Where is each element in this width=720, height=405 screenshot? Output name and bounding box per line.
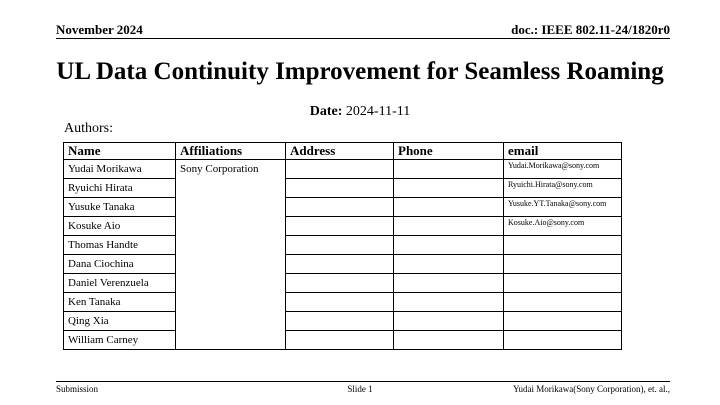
author-phone [394,331,504,350]
footer-slide-number: Slide 1 [347,384,373,394]
footer-author: Yudai Morikawa(Sony Corporation), et. al., [513,384,670,394]
author-address [286,312,394,331]
column-header-affiliations: Affiliations [176,143,286,160]
footer-submission: Submission [56,384,99,394]
author-phone [394,236,504,255]
author-name: Dana Ciochina [64,255,176,274]
author-address [286,198,394,217]
author-name: Yusuke Tanaka [64,198,176,217]
author-address [286,293,394,312]
table-row [64,293,622,312]
column-header-phone: Phone [394,143,504,160]
column-header-email: email [504,143,622,160]
table-row [64,274,622,293]
author-email: Yudai.Morikawa@sony.com [504,160,622,179]
author-email [504,293,622,312]
author-phone [394,179,504,198]
author-name: Daniel Verenzuela [64,274,176,293]
author-name: William Carney [64,331,176,350]
table-row [64,312,622,331]
author-name: Ken Tanaka [64,293,176,312]
authors-label: Authors: [64,121,113,136]
table-row [64,331,622,350]
author-name: Qing Xia [64,312,176,331]
authors-table [63,142,622,350]
column-header-address: Address [286,143,394,160]
table-row [64,236,622,255]
author-name: Kosuke Aio [64,217,176,236]
table-row [64,179,622,198]
author-email: Kosuke.Aio@sony.com [504,217,622,236]
author-name: Ryuichi Hirata [64,179,176,198]
author-email [504,255,622,274]
table-row [64,217,622,236]
footer-divider [56,381,670,382]
author-address [286,236,394,255]
author-address [286,274,394,293]
date-value: 2024-11-11 [345,104,411,119]
author-email: Yusuke.YT.Tanaka@sony.com [504,198,622,217]
author-email [504,236,622,255]
author-affiliation: Sony Corporation [176,160,286,350]
author-phone [394,293,504,312]
author-address [286,331,394,350]
author-phone [394,217,504,236]
author-phone [394,255,504,274]
date-label: Date: [309,104,343,119]
table-header-row [64,143,622,160]
author-email: Ryuichi.Hirata@sony.com [504,179,622,198]
column-header-name: Name [64,143,176,160]
table-row [64,198,622,217]
author-address [286,255,394,274]
header-doc-id: doc.: IEEE 802.11-24/1820r0 [511,22,670,37]
author-address [286,217,394,236]
slide-title: UL Data Continuity Improvement for Seamless Roaming [56,58,664,85]
author-phone [394,160,504,179]
table-row [64,160,622,179]
header-divider [56,38,670,39]
author-name: Yudai Morikawa [64,160,176,179]
author-address [286,179,394,198]
author-phone [394,312,504,331]
author-email [504,312,622,331]
author-phone [394,198,504,217]
author-email [504,274,622,293]
date-line [0,104,720,120]
author-name: Thomas Handte [64,236,176,255]
table-row [64,255,622,274]
author-email [504,331,622,350]
author-phone [394,274,504,293]
header-date: November 2024 [56,22,143,37]
author-address [286,160,394,179]
